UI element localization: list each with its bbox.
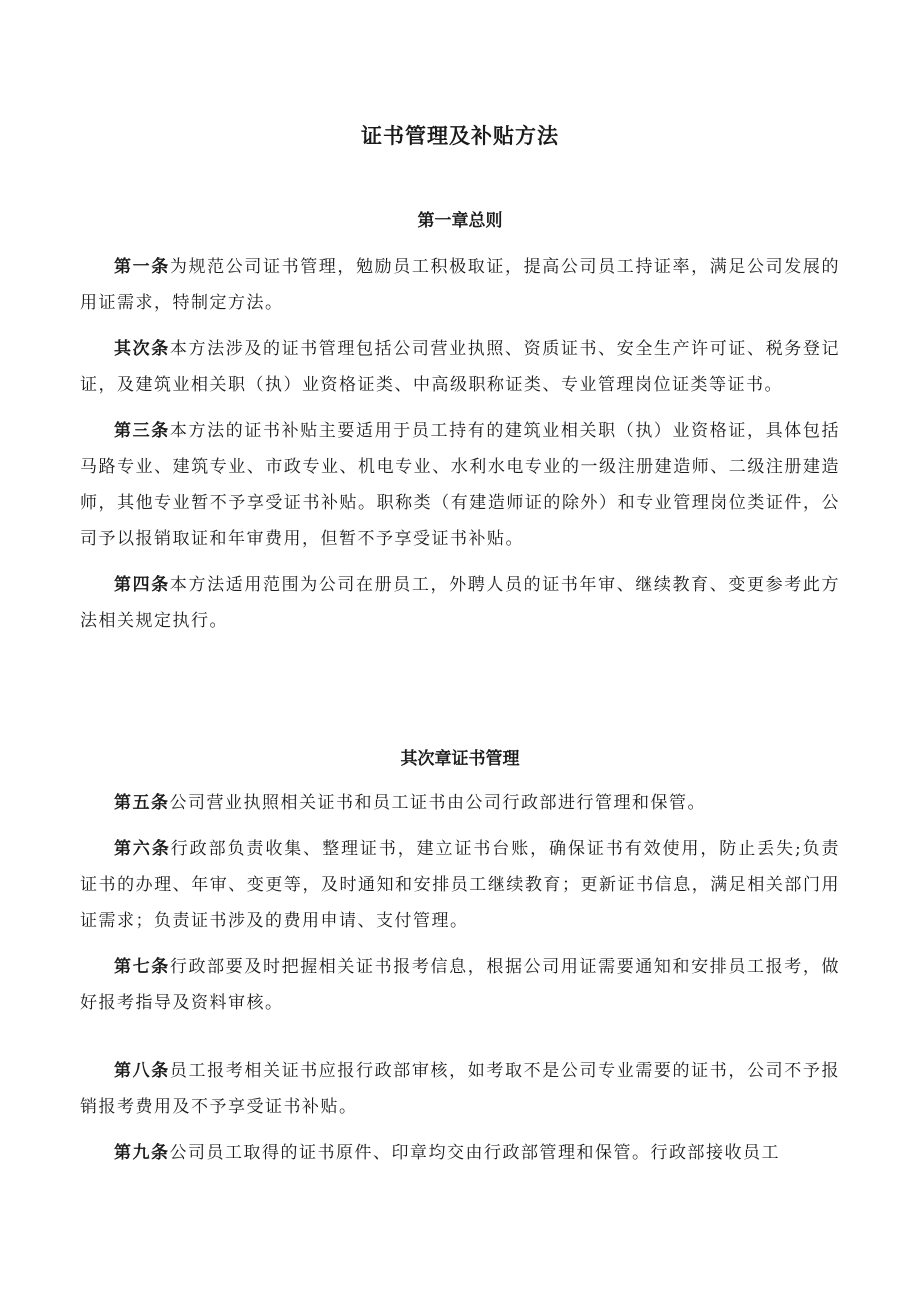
chapter-2-heading: 其次章证书管理 bbox=[400, 749, 520, 769]
article-2 bbox=[80, 331, 840, 403]
article-2-label: 其次条 bbox=[114, 339, 170, 359]
article-2-text: 本方法涉及的证书管理包括公司营业执照、资质证书、安全生产许可证、税务登记证，及建筑业相关职（执）业资格证类、中高级职称证类、专业管理岗位证类等证书。 bbox=[80, 339, 841, 395]
article-4-label: 第四条 bbox=[114, 575, 170, 595]
article-8-text: 员工报考相关证书应报行政部审核，如考取不是公司专业需要的证书，公司不予报销报考费用及不予享受证书补贴。 bbox=[80, 1061, 841, 1117]
article-6-label: 第六条 bbox=[114, 839, 171, 859]
article-1 bbox=[80, 249, 840, 321]
article-9 bbox=[80, 1135, 840, 1171]
article-9-text: 公司员工取得的证书原件、印章均交由行政部管理和保管。行政部接收员工 bbox=[169, 1143, 780, 1163]
article-3-label: 第三条 bbox=[114, 421, 170, 441]
article-5 bbox=[80, 785, 840, 821]
article-5-label: 第五条 bbox=[114, 793, 170, 813]
chapter-1-section bbox=[80, 203, 840, 639]
article-4-text: 本方法适用范围为公司在册员工，外聘人员的证书年审、继续教育、变更参考此方法相关规定执行。 bbox=[80, 575, 841, 631]
article-3 bbox=[80, 413, 840, 557]
article-3-text: 本方法的证书补贴主要适用于员工持有的建筑业相关职（执）业资格证，具体包括马路专业、建筑专业、市政专业、机电专业、水利水电专业的一级注册建造师、二级注册建造师，其他专业暂不予享受证书补贴。职称类（有建造师证的除外）和专业管理岗位类证件，公司予以报销取证和年审费用，但暂不予享受证书补贴。 bbox=[80, 421, 841, 549]
article-9-label: 第九条 bbox=[114, 1143, 170, 1163]
chapter-2-section bbox=[80, 741, 840, 1171]
article-1-label: 第一条 bbox=[114, 257, 170, 277]
article-1-text: 为规范公司证书管理，勉励员工积极取证，提高公司员工持证率，满足公司发展的用证需求，特制定方法。 bbox=[80, 257, 841, 313]
article-8 bbox=[80, 1053, 840, 1125]
article-6-text: 行政部负责收集、整理证书，建立证书台账，确保证书有效使用，防止丢失;负责证书的办理、年审、变更等，及时通知和安排员工继续教育；更新证书信息，满足相关部门用证需求；负责证书涉及的费用申请、支付管理。 bbox=[80, 839, 840, 931]
article-5-text: 公司营业执照相关证书和员工证书由公司行政部进行管理和保管。 bbox=[169, 793, 706, 813]
article-4 bbox=[80, 567, 840, 639]
document-title: 证书管理及补贴方法 bbox=[361, 124, 559, 148]
article-7-text: 行政部要及时把握相关证书报考信息，根据公司用证需要通知和安排员工报考，做好报考指导及资料审核。 bbox=[80, 957, 841, 1013]
chapter-1-heading: 第一章总则 bbox=[417, 211, 503, 231]
article-7 bbox=[80, 949, 840, 1021]
article-7-label: 第七条 bbox=[114, 957, 170, 977]
article-8-label: 第八条 bbox=[114, 1061, 170, 1081]
article-6 bbox=[80, 831, 840, 939]
